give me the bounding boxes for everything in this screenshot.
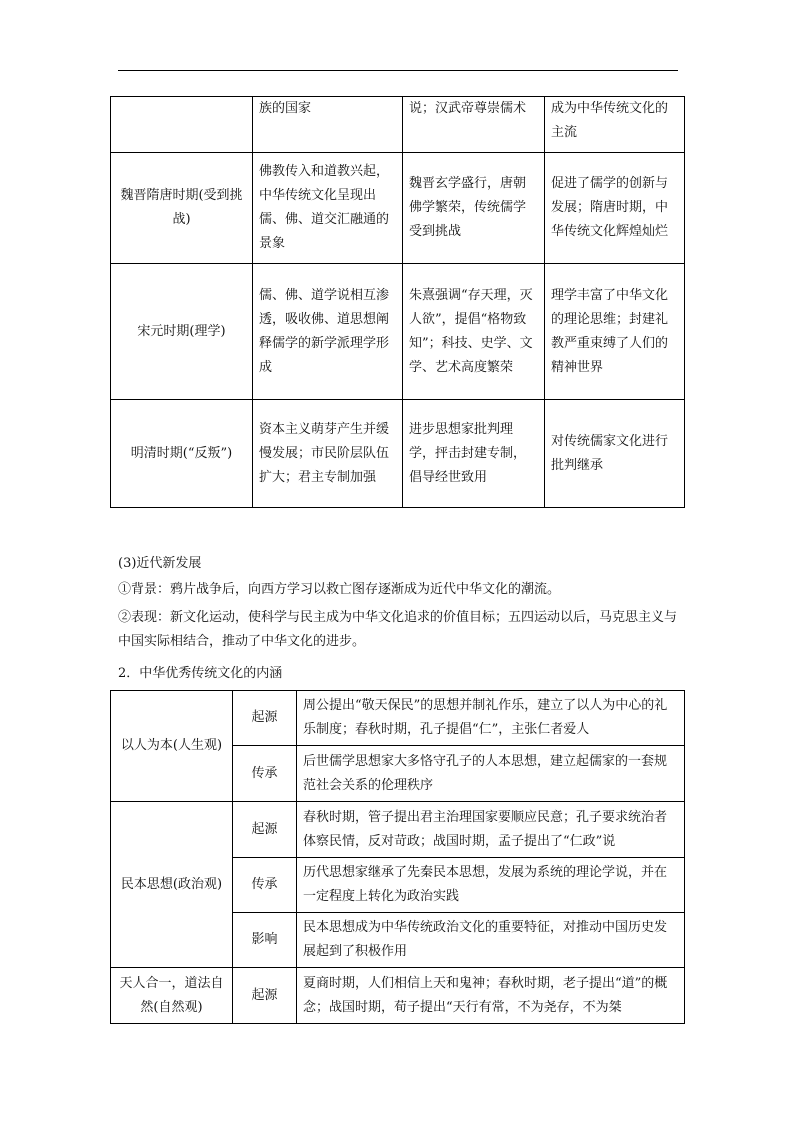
concept-cell: 民本思想(政治观) [111, 802, 233, 968]
content-cell: 说；汉武帝尊崇儒术 [403, 97, 545, 153]
impact-cell: 成为中华传统文化的主流 [545, 97, 685, 153]
background-cell: 族的国家 [253, 97, 403, 153]
table-row [111, 691, 685, 746]
background-cell: 儒、佛、道学说相互渗透，吸收佛、道思想阐释儒学的新学派理学形成 [253, 264, 403, 400]
aspect-cell: 起源 [233, 802, 297, 858]
section-3-heading: (3)近代新发展 [118, 556, 202, 571]
content-cell: 进步思想家批判理学，抨击封建专制，倡导经世致用 [403, 400, 545, 508]
section-3-manifestation: ②表现：新文化运动，使科学与民主成为中华文化追求的价值目标；五四运动以后，马克思主义与中国实际相结合，推动了中华文化的进步。 [118, 610, 678, 649]
aspect-cell: 传承 [233, 858, 297, 913]
traditional-culture-table [110, 690, 685, 1024]
background-cell: 佛教传入和道教兴起，中华传统文化呈现出儒、佛、道交汇融通的景象 [253, 153, 403, 264]
content-cell: 魏晋玄学盛行，唐朝佛学繁荣，传统儒学受到挑战 [403, 153, 545, 264]
section-3-background: ①背景：鸦片战争后，向西方学习以救亡图存逐渐成为近代中华文化的潮流。 [118, 582, 561, 597]
text-cell: 后世儒学思想家大多恪守孔子的人本思想，建立起儒家的一套规范社会关系的伦理秩序 [297, 746, 685, 802]
table-row [111, 264, 685, 400]
aspect-cell: 起源 [233, 968, 297, 1024]
period-cell: 宋元时期(理学) [111, 264, 253, 400]
table-row [111, 400, 685, 508]
text-cell: 民本思想成为中华传统政治文化的重要特征，对推动中国历史发展起到了积极作用 [297, 913, 685, 968]
concept-cell: 天人合一，道法自然(自然观) [111, 968, 233, 1024]
table-row [111, 97, 685, 153]
aspect-cell: 传承 [233, 746, 297, 802]
section-2-heading: 2．中华优秀传统文化的内涵 [118, 666, 283, 681]
table-row [111, 802, 685, 858]
table-row [111, 968, 685, 1024]
aspect-cell: 起源 [233, 691, 297, 746]
concept-cell: 以人为本(人生观) [111, 691, 233, 802]
content-cell: 朱熹强调“存天理，灭人欲”，提倡“格物致知”；科技、史学、文学、艺术高度繁荣 [403, 264, 545, 400]
impact-cell: 理学丰富了中华文化的理论思维；封建礼教严重束缚了人们的精神世界 [545, 264, 685, 400]
period-cell [111, 97, 253, 153]
impact-cell: 促进了儒学的创新与发展；隋唐时期，中华传统文化辉煌灿烂 [545, 153, 685, 264]
text-cell: 春秋时期，管子提出君主治理国家要顺应民意；孔子要求统治者体察民情，反对苛政；战国时期，孟子提出了“仁政”说 [297, 802, 685, 858]
header-rule [118, 70, 678, 71]
text-cell: 夏商时期，人们相信上天和鬼神；春秋时期，老子提出“道”的概念；战国时期，荀子提出“天行有常，不为尧存，不为桀 [297, 968, 685, 1024]
impact-cell: 对传统儒家文化进行批判继承 [545, 400, 685, 508]
history-periods-table [110, 96, 685, 508]
text-cell: 周公提出“敬天保民”的思想并制礼作乐，建立了以人为中心的礼乐制度；春秋时期，孔子提倡“仁”，主张仁者爱人 [297, 691, 685, 746]
text-cell: 历代思想家继承了先秦民本思想，发展为系统的理论学说，并在一定程度上转化为政治实践 [297, 858, 685, 913]
period-cell: 魏晋隋唐时期(受到挑战) [111, 153, 253, 264]
aspect-cell: 影响 [233, 913, 297, 968]
period-cell: 明清时期(“反叛”) [111, 400, 253, 508]
background-cell: 资本主义萌芽产生并缓慢发展；市民阶层队伍扩大；君主专制加强 [253, 400, 403, 508]
table-row [111, 153, 685, 264]
